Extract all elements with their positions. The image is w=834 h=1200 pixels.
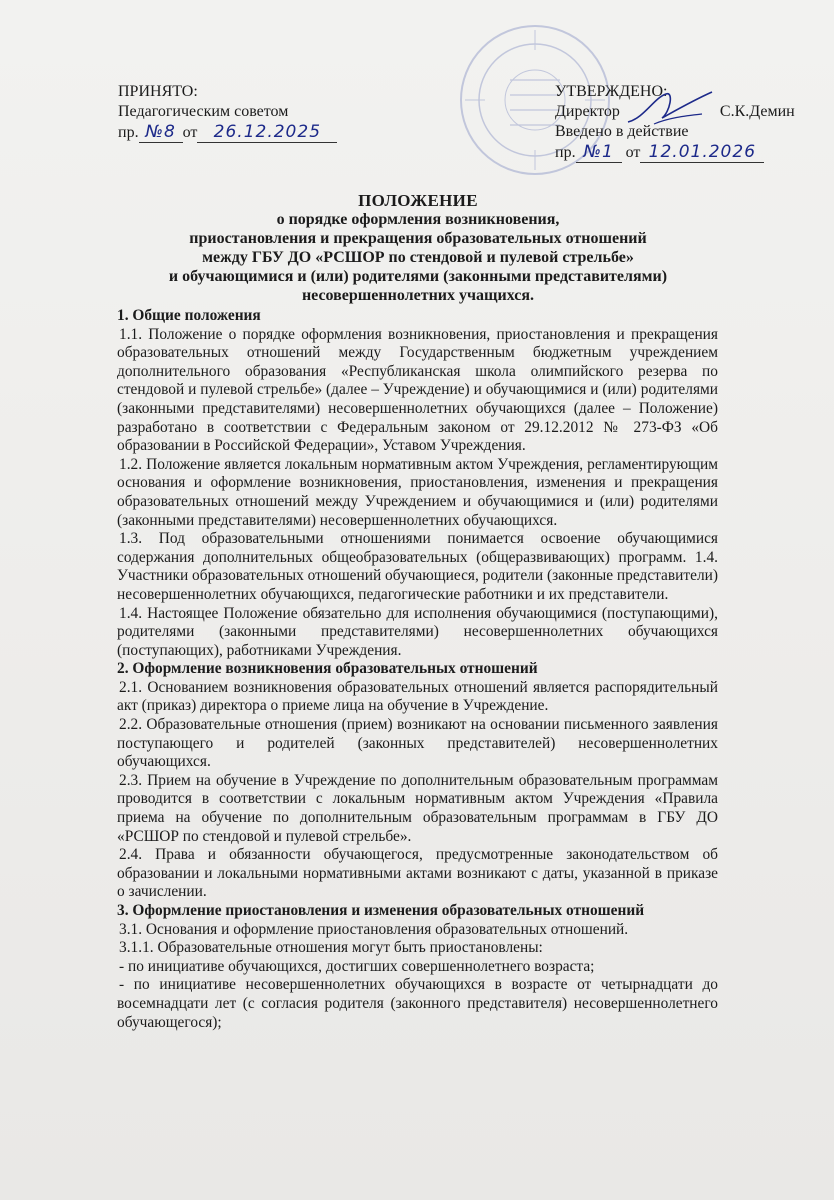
title-main: ПОЛОЖЕНИЕ bbox=[358, 191, 478, 210]
paragraph: 1.3. Под образовательными отношениями понимается освоение обучающимися содержания дополнительных общеобразовательных (общеразвивающих) программ. 1.4. Участники образовательных отношений обучающиеся, родители (законные представители) несовершеннолетних обучающихся, педагогические работники и их представители. bbox=[117, 530, 718, 603]
accepted-label: ПРИНЯТО: bbox=[118, 83, 198, 100]
title-line-2: приостановления и прекращения образовательных отношений bbox=[189, 230, 647, 247]
title-line-4: и обучающимися и (или) родителями (законными представителями) bbox=[168, 268, 668, 285]
paragraph: 1.1. Положение о порядке оформления возникновения, приостановления и прекращения образовательных отношений между Государственным бюджетным учреждением дополнительного образования «Республиканская школа олимпийского резерва по стендовой и пулевой стрельбе» (далее – Учреждение) и обучающимися и (или) родителями (законными представителями) несовершеннолетних обучающихся (далее – Положение) разработано в соответствии с Федеральным законом от 29.12.2012 № 273-ФЗ «Об образовании в Российской Федерации», Уставом Учреждения. bbox=[117, 325, 718, 455]
accepted-block bbox=[118, 82, 337, 143]
paragraph: 2.4. Права и обязанности обучающегося, предусмотренные законодательством об образовании и локальными нормативными актами возникают с даты, указанной в приказе о зачислении. bbox=[117, 846, 718, 901]
paragraph: - по инициативе несовершеннолетних обучающихся в возрасте от четырнадцати до восемнадцати лет (с согласия родителя (законного представителя) несовершеннолетнего обучающегося); bbox=[117, 976, 718, 1031]
director-name: С.К.Демин bbox=[719, 103, 795, 120]
paragraph: 2.3. Прием на обучение в Учреждение по дополнительным образовательным программам проводится в соответствии с локальным нормативным актом Учреждения «Правила приема на обучение по дополнительным образовательным программам в ГБУ ДО «РСШОР по стендовой и пулевой стрельбе». bbox=[117, 771, 718, 845]
paragraph: 3.1. Основания и оформление приостановления образовательных отношений. bbox=[119, 920, 629, 938]
director-signature bbox=[624, 102, 716, 122]
document-body bbox=[117, 307, 718, 1032]
order-number: №1 bbox=[576, 142, 622, 163]
introduced-label: Введено в действие bbox=[555, 123, 689, 141]
director-line bbox=[555, 102, 815, 122]
section-heading: 2. Оформление возникновения образовательных отношений bbox=[117, 660, 538, 678]
section-heading: 1. Общие положения bbox=[117, 307, 261, 324]
protocol-line bbox=[118, 122, 337, 143]
paragraph: - по инициативе обучающихся, достигших совершеннолетнего возраста; bbox=[119, 957, 595, 975]
paragraph: 1.4. Настоящее Положение обязательно для исполнения обучающимися (поступающими), родителями (законными представителями) несовершеннолетних обучающихся (поступающих), работниками Учреждения. bbox=[117, 604, 718, 659]
approved-label: УТВЕРЖДЕНО: bbox=[555, 83, 668, 100]
document-title bbox=[110, 191, 726, 305]
order-prefix: пр. bbox=[555, 144, 576, 162]
protocol-prefix: пр. bbox=[118, 124, 139, 141]
approved-block bbox=[555, 82, 815, 163]
paragraph: 2.1. Основанием возникновения образовательных отношений является распорядительный акт (приказ) директора о приеме лица на обучение в Учреждение. bbox=[117, 678, 718, 715]
order-date: 12.01.2026 bbox=[640, 142, 764, 163]
order-from: от bbox=[625, 144, 641, 162]
title-line-3: между ГБУ ДО «РСШОР по стендовой и пулевой стрельбе» bbox=[202, 249, 634, 266]
council-label: Педагогическим советом bbox=[118, 103, 289, 120]
title-line-5: несовершеннолетних учащихся. bbox=[301, 287, 535, 304]
director-label: Директор bbox=[555, 103, 620, 120]
protocol-date: 26.12.2025 bbox=[197, 122, 337, 143]
protocol-number: №8 bbox=[139, 122, 183, 143]
paragraph: 1.2. Положение является локальным нормативным актом Учреждения, регламентирующим основания и оформление возникновения, приостановления, изменения и прекращения образовательных отношений между Учреждением и обучающимися и (или) родителями (законными представителями) несовершеннолетних обучающихся. bbox=[117, 455, 718, 529]
protocol-from: от bbox=[182, 124, 198, 141]
title-line-1: о порядке оформления возникновения, bbox=[276, 211, 560, 228]
paragraph: 2.2. Образовательные отношения (прием) возникают на основании письменного заявления поступающего и родителей (законных представителей) несовершеннолетних обучающихся. bbox=[117, 716, 718, 771]
order-line bbox=[555, 142, 815, 163]
paragraph: 3.1.1. Образовательные отношения могут быть приостановлены: bbox=[119, 939, 543, 957]
section-heading: 3. Оформление приостановления и изменения образовательных отношений bbox=[117, 902, 645, 919]
